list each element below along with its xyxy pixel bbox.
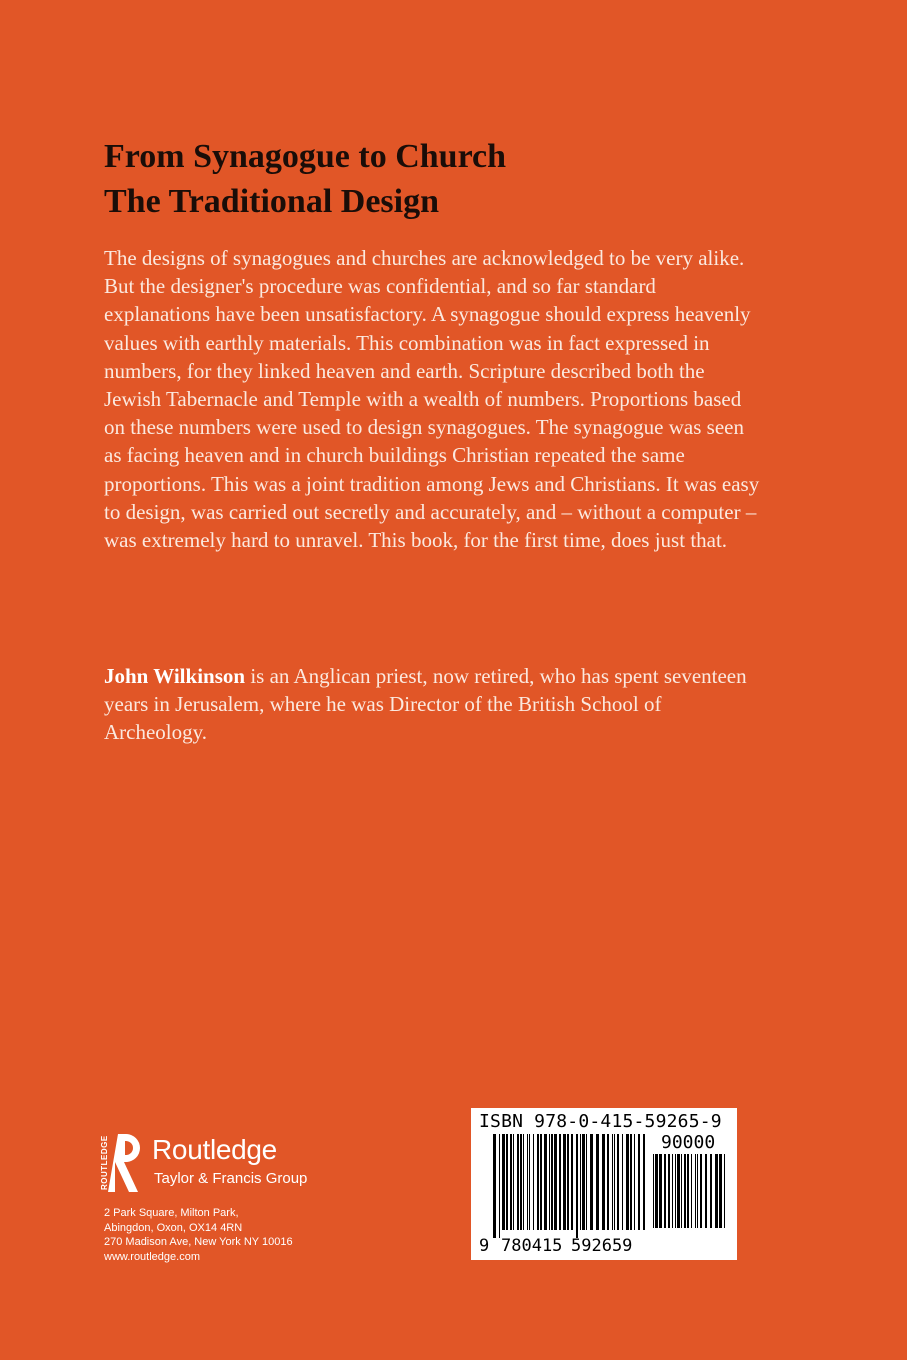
publisher-name: Routledge bbox=[152, 1134, 277, 1165]
barcode-bar bbox=[700, 1154, 702, 1228]
barcode-bar bbox=[523, 1134, 524, 1230]
publisher-logo bbox=[98, 1132, 358, 1194]
barcode-bar bbox=[571, 1134, 573, 1230]
barcode-bar bbox=[582, 1134, 585, 1230]
barcode-bar bbox=[664, 1154, 666, 1228]
ean-digits bbox=[471, 1236, 651, 1258]
barcode-bar bbox=[517, 1134, 519, 1230]
barcode-bar bbox=[719, 1154, 722, 1228]
barcode-bar bbox=[675, 1154, 676, 1228]
price-code: 90000 bbox=[661, 1132, 716, 1153]
author-name: John Wilkinson bbox=[104, 664, 246, 688]
ean-digits-right: 592659 bbox=[571, 1236, 633, 1256]
barcode-bar bbox=[576, 1134, 578, 1238]
barcode-bar bbox=[655, 1154, 658, 1228]
barcode-bar bbox=[677, 1154, 680, 1228]
barcode-bar bbox=[684, 1154, 686, 1228]
barcode-bar bbox=[672, 1154, 673, 1228]
barcode-bar bbox=[705, 1154, 707, 1228]
barcode-bar bbox=[540, 1134, 542, 1230]
barcode-bar bbox=[493, 1134, 496, 1238]
barcode-bar bbox=[630, 1134, 632, 1230]
barcode-bar bbox=[506, 1134, 508, 1230]
barcode-bar bbox=[596, 1134, 599, 1230]
barcode-bar bbox=[551, 1134, 553, 1230]
barcode-bar bbox=[626, 1134, 629, 1230]
barcode-bar bbox=[695, 1154, 696, 1228]
barcode-bar bbox=[668, 1154, 670, 1228]
title-line-2: The Traditional Design bbox=[104, 183, 440, 220]
barcode-bar bbox=[710, 1154, 712, 1228]
barcode-bar bbox=[544, 1134, 547, 1230]
ean-digit-first: 9 bbox=[479, 1236, 490, 1256]
barcode-bar bbox=[549, 1134, 550, 1230]
barcode-bar bbox=[520, 1134, 522, 1230]
barcode-bar bbox=[614, 1134, 615, 1230]
author-bio-text: is an Anglican priest, now retired, who has spent seventeen years in Jerusalem, where he was Director of the British School of Archeology. bbox=[104, 664, 747, 745]
barcode-bar bbox=[607, 1134, 609, 1230]
barcode-bar bbox=[529, 1134, 530, 1230]
barcode-bar bbox=[590, 1134, 593, 1230]
address-line: Abingdon, Oxon, OX14 4RN bbox=[104, 1221, 243, 1234]
ean-barcode-bars bbox=[471, 1134, 651, 1238]
isbn-barcode bbox=[471, 1108, 737, 1260]
barcode-bar bbox=[510, 1134, 512, 1230]
barcode-bar bbox=[580, 1134, 581, 1230]
publisher-group: Taylor & Francis Group bbox=[154, 1170, 308, 1187]
barcode-bar bbox=[527, 1134, 528, 1230]
blurb-text: The designs of synagogues and churches are acknowledged to be very alike. But the designer's procedure was confidential, and so far standard explanations have been unsatisfactory. A synagogue should express heavenly values with earthly materials. This combination was in fact expressed in numbers, for they linked heaven and earth. Scripture described both the Jewish Tabernacle and Temple with a wealth of numbers. Proportions based on these numbers were used to design synagogues. The synagogue was seen as facing heaven and in church buildings Christian repeated the same proportions. This was a joint tradition among Jews and Christians. It was easy to design, was carried out secretly and accurately, and – without a computer – was extremely hard to unravel. This book, for the first time, does just that. bbox=[104, 246, 760, 553]
barcode-bar bbox=[687, 1154, 689, 1228]
barcode-bar bbox=[502, 1134, 505, 1230]
barcode-bar bbox=[533, 1134, 534, 1230]
barcode-bar bbox=[638, 1134, 640, 1230]
book-title bbox=[104, 134, 804, 224]
publisher-website: www.routledge.com bbox=[104, 1250, 200, 1263]
barcode-bar bbox=[715, 1154, 718, 1228]
barcode-bar bbox=[537, 1134, 539, 1230]
barcode-bar bbox=[499, 1134, 500, 1238]
barcode-bar bbox=[622, 1134, 623, 1230]
barcode-bar bbox=[681, 1154, 682, 1228]
barcode-bar bbox=[586, 1134, 587, 1230]
address-line: 2 Park Square, Milton Park, bbox=[104, 1207, 239, 1219]
ean-digits-left: 780415 bbox=[501, 1236, 563, 1256]
barcode-bar bbox=[617, 1134, 619, 1230]
barcode-bar bbox=[691, 1154, 692, 1228]
barcode-bar bbox=[659, 1154, 662, 1228]
barcode-bar bbox=[513, 1134, 514, 1230]
barcode-bar bbox=[567, 1134, 569, 1230]
book-blurb bbox=[104, 244, 764, 554]
barcode-bar bbox=[643, 1134, 645, 1230]
barcode-bar bbox=[697, 1154, 698, 1228]
barcode-bar bbox=[653, 1154, 654, 1228]
addon-barcode-bars bbox=[651, 1154, 731, 1236]
logo-vertical-text: ROUTLEDGE bbox=[100, 1135, 109, 1191]
barcode-bar bbox=[602, 1134, 605, 1230]
publisher-address bbox=[104, 1206, 404, 1264]
barcode-bar bbox=[634, 1134, 635, 1230]
barcode-bar bbox=[612, 1134, 613, 1230]
barcode-bar bbox=[559, 1134, 561, 1230]
address-line: 270 Madison Ave, New York NY 10016 bbox=[104, 1236, 293, 1248]
title-line-1: From Synagogue to Church bbox=[104, 138, 507, 175]
barcode-bar bbox=[724, 1154, 725, 1228]
author-bio bbox=[104, 662, 764, 747]
isbn-label: ISBN 978-0-415-59265-9 bbox=[479, 1111, 722, 1132]
barcode-bar bbox=[563, 1134, 566, 1230]
barcode-bar bbox=[554, 1134, 557, 1230]
